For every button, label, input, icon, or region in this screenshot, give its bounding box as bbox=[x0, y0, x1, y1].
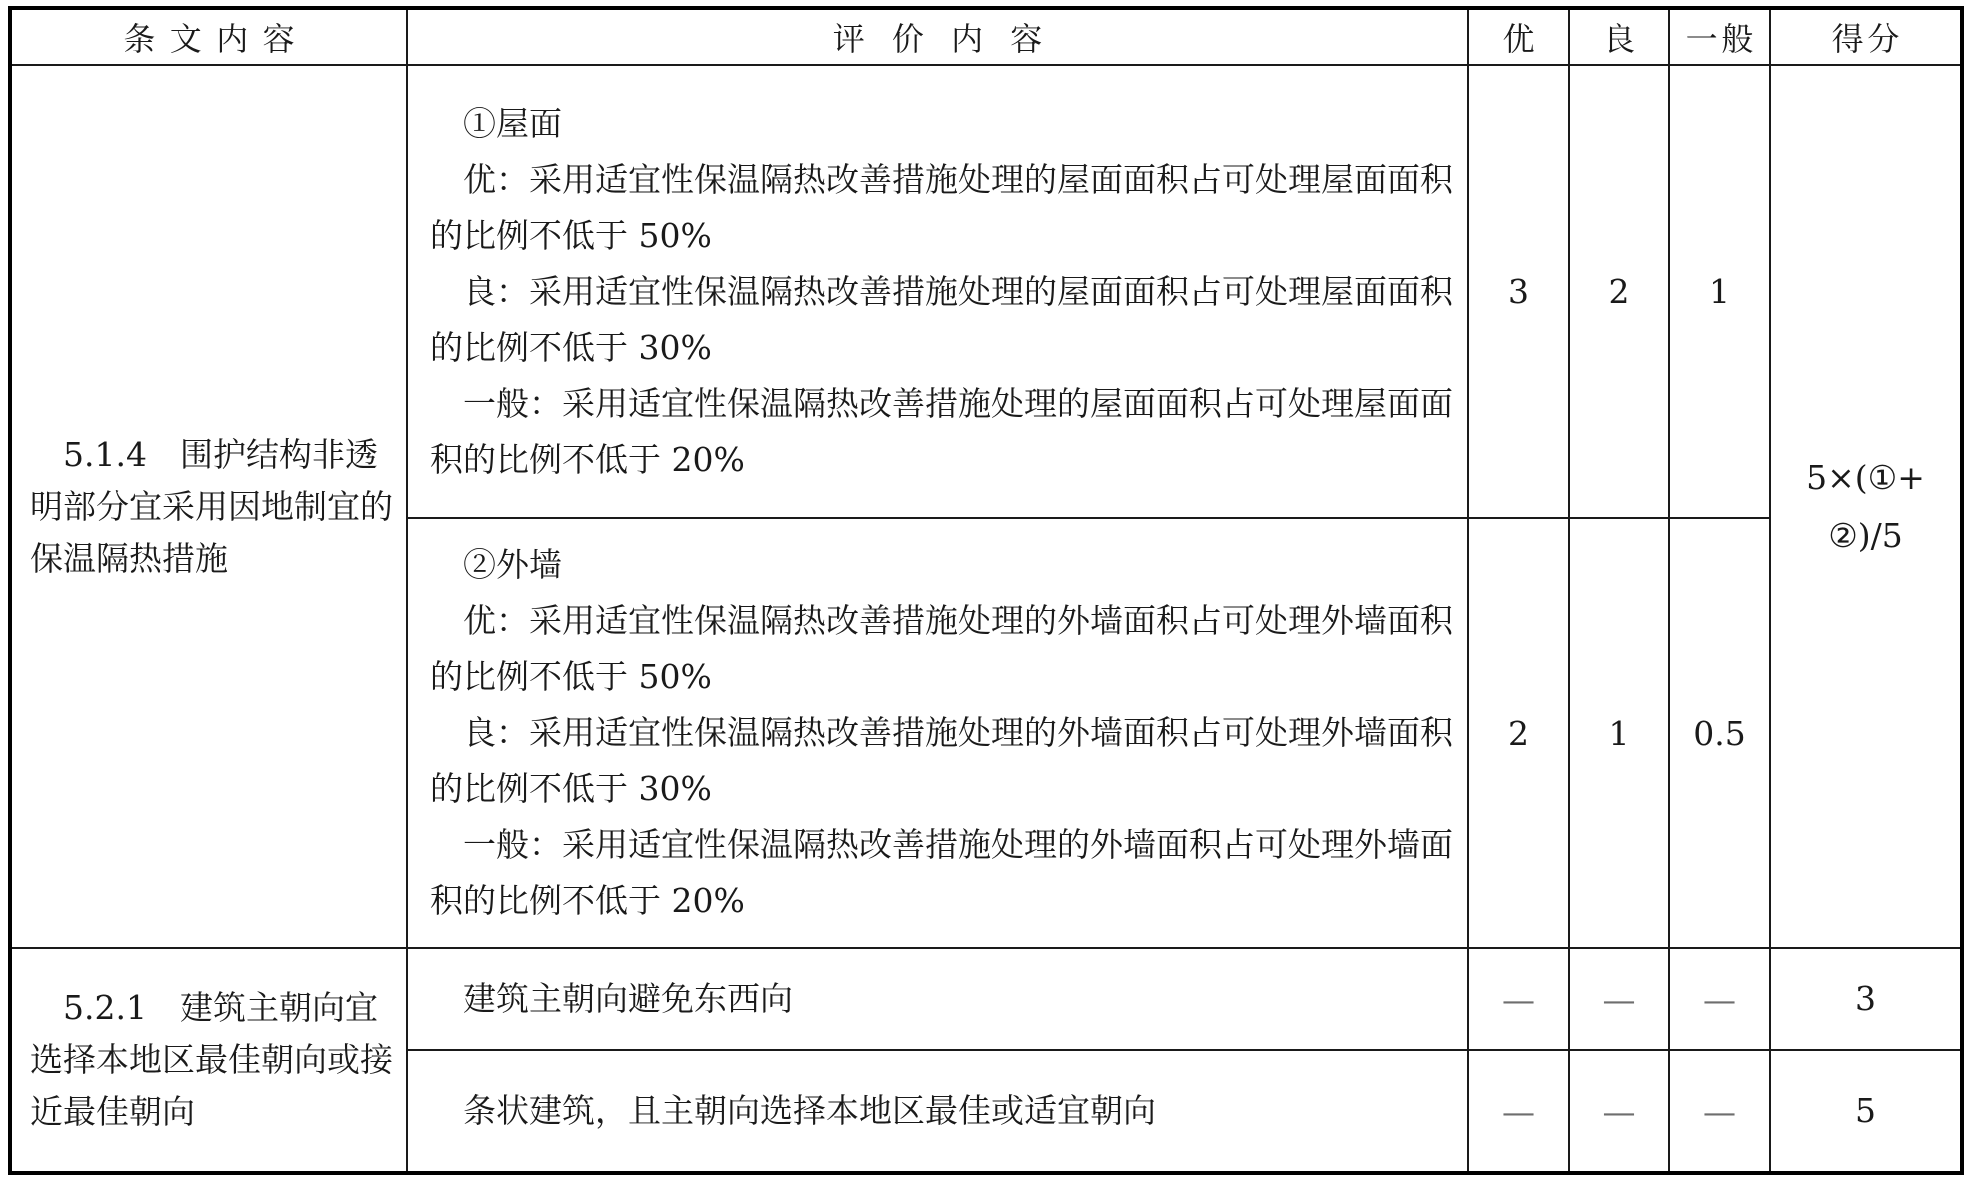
evaluation-paragraph: 一般：采用适宜性保温隔热改善措施处理的外墙面积占可处理外墙面积的比例不低于 20% bbox=[430, 825, 1453, 920]
score-cell-521-1: 3 bbox=[1770, 948, 1962, 1050]
table-header-row bbox=[10, 8, 1962, 65]
grade-average-roof: 1 bbox=[1669, 65, 1770, 518]
evaluation-score-table bbox=[8, 6, 1964, 1175]
evaluation-paragraph: 建筑主朝向避免东西向 bbox=[463, 979, 793, 1018]
score-cell-521-2: 5 bbox=[1770, 1050, 1962, 1173]
clause-cell-521 bbox=[10, 948, 407, 1173]
grade-good-dash: — bbox=[1569, 948, 1669, 1050]
grade-excellent-dash: — bbox=[1468, 1050, 1569, 1173]
grade-average-dash: — bbox=[1669, 1050, 1770, 1173]
grade-good-roof: 2 bbox=[1569, 65, 1669, 518]
evaluation-paragraph: 条状建筑，且主朝向选择本地区最佳或适宜朝向 bbox=[463, 1091, 1156, 1130]
grade-excellent-dash: — bbox=[1468, 948, 1569, 1050]
grade-excellent-roof: 3 bbox=[1468, 65, 1569, 518]
evaluation-cell-orientation-1 bbox=[407, 948, 1468, 1050]
column-header-average: 一般 bbox=[1669, 8, 1770, 65]
evaluation-cell-orientation-2 bbox=[407, 1050, 1468, 1173]
grade-good-dash: — bbox=[1569, 1050, 1669, 1173]
grade-excellent-wall: 2 bbox=[1468, 518, 1569, 948]
evaluation-paragraph: ①屋面 bbox=[463, 103, 562, 143]
score-cell-514: 5×(①+②)/5 bbox=[1770, 65, 1962, 948]
column-header-excellent: 优 bbox=[1468, 8, 1569, 65]
evaluation-cell-roof bbox=[407, 65, 1468, 518]
clause-text-521: 5.2.1 建筑主朝向宜选择本地区最佳朝向或接近最佳朝向 bbox=[30, 988, 393, 1131]
column-header-evaluation: 评价内容 bbox=[407, 8, 1468, 65]
evaluation-paragraph: 优：采用适宜性保温隔热改善措施处理的屋面面积占可处理屋面面积的比例不低于 50% bbox=[430, 159, 1453, 255]
clause-cell-514 bbox=[10, 65, 407, 948]
score-table bbox=[8, 6, 1964, 1175]
clause-text-514: 5.1.4 围护结构非透明部分宜采用因地制宜的保温隔热措施 bbox=[30, 434, 393, 578]
evaluation-cell-wall bbox=[407, 518, 1468, 948]
grade-good-wall: 1 bbox=[1569, 518, 1669, 948]
evaluation-paragraph: 良：采用适宜性保温隔热改善措施处理的屋面面积占可处理屋面面积的比例不低于 30% bbox=[430, 271, 1453, 367]
column-header-score: 得分 bbox=[1770, 8, 1962, 65]
column-header-clause: 条文内容 bbox=[10, 8, 407, 65]
grade-average-dash: — bbox=[1669, 948, 1770, 1050]
evaluation-paragraph: 一般：采用适宜性保温隔热改善措施处理的屋面面积占可处理屋面面积的比例不低于 20% bbox=[430, 383, 1453, 479]
evaluation-paragraph: 优：采用适宜性保温隔热改善措施处理的外墙面积占可处理外墙面积的比例不低于 50% bbox=[430, 601, 1453, 696]
table-row-521-avoid-east-west bbox=[10, 948, 1962, 1050]
evaluation-paragraph: ②外墙 bbox=[463, 545, 562, 584]
table-row-514-roof bbox=[10, 65, 1962, 518]
evaluation-paragraph: 良：采用适宜性保温隔热改善措施处理的外墙面积占可处理外墙面积的比例不低于 30% bbox=[430, 713, 1453, 808]
grade-average-wall: 0.5 bbox=[1669, 518, 1770, 948]
column-header-good: 良 bbox=[1569, 8, 1669, 65]
